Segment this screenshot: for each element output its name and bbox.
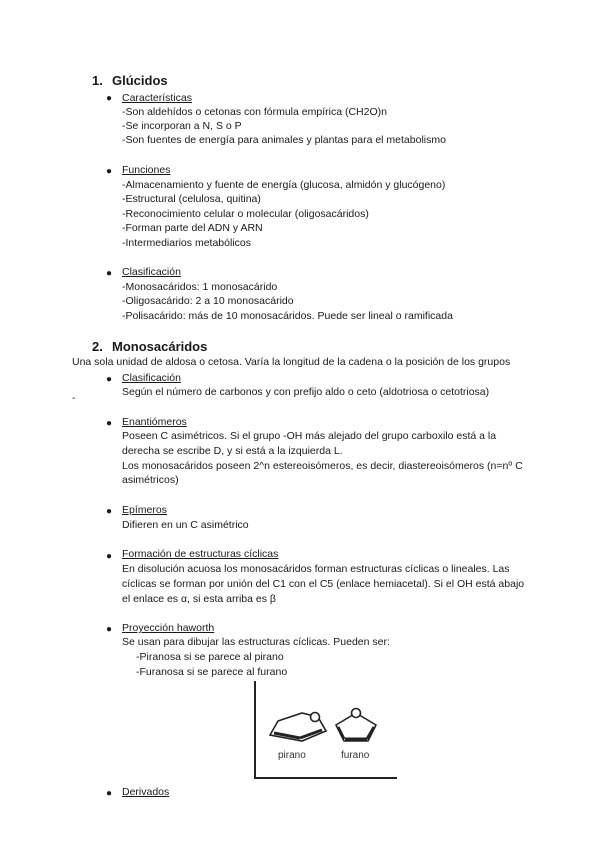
ring-diagram [256,681,397,777]
clasificacion-heading: Clasificación [122,266,181,278]
enantiomeros-line-2: derecha se escribe D, y si está a la izquierda L. [122,445,343,457]
section-1-title [92,73,168,88]
ciclicas-heading: Formación de estructuras cíclicas [122,548,279,560]
bullet-icon: ● [106,268,113,279]
epimeros-heading: Epímeros [122,504,167,516]
enantiomeros-line-3: Los monosacáridos poseen 2^n estereoisómeros, es decir, diastereoisómeros (n=nº C [122,460,523,472]
funciones-heading: Funciones [122,164,171,176]
clasificacion-line-1: -Monosacáridos: 1 monosacárido [122,281,278,293]
haworth-figure [254,681,397,779]
bullet-icon: ● [106,551,113,562]
section-title-text: Glúcidos [112,73,168,88]
furano-label: furano [341,750,370,761]
furano-ring-icon [336,709,376,742]
ciclicas-line-3: el enlace es α, si esta arriba es β [122,593,276,605]
bullet-icon: ● [106,166,113,177]
funciones-line-1: -Almacenamiento y fuente de energía (glucosa, almidón y glucógeno) [122,179,446,191]
bullet-icon: ● [106,506,113,517]
ciclicas-line-1: En disolución acuosa los monosacáridos forman estructuras cíclicas o lineales. Las [122,563,510,575]
enantiomeros-line-1: Poseen C asimétricos. Si el grupo -OH más alejado del grupo carboxilo está a la [122,430,497,442]
bullet-icon: ● [106,374,113,385]
section-number: 2. [92,339,103,354]
clasificacion-line-3: -Polisacárido: más de 10 monosacáridos. Puede ser lineal o ramificada [122,310,453,322]
stray-dash: - [72,392,76,404]
epimeros-line-1: Difieren en un C asimétrico [122,519,249,531]
bullet-icon: ● [106,624,113,635]
mono-clasificacion-line-1: Según el número de carbonos y con prefijo aldo o ceto (aldotriosa o cetotriosa) [122,386,490,398]
bullet-icon: ● [106,418,113,429]
pirano-ring-icon [270,713,326,742]
derivados-heading: Derivados [122,786,170,798]
bullet-icon: ● [106,93,113,104]
clasificacion-line-2: -Oligosacárido: 2 a 10 monosacárido [122,295,294,307]
bullet-icon: ● [106,788,113,799]
enantiomeros-line-4: asimétricos) [122,474,179,486]
mono-clasificacion-heading: Clasificación [122,372,181,384]
caracteristicas-line-2: -Se incorporan a N, S o P [122,120,242,132]
section-title-text: Monosacáridos [112,339,208,354]
funciones-line-4: -Forman parte del ADN y ARN [122,222,263,234]
haworth-line-1: Se usan para dibujar las estructuras cíclicas. Pueden ser: [122,636,390,648]
caracteristicas-line-1: -Son aldehídos o cetonas con fórmula empírica (CH2O)n [122,106,387,118]
section-2-title [92,339,207,354]
haworth-line-2: -Piranosa si se parece al pirano [136,651,284,663]
ciclicas-line-2: cíclicas se forman por unión del C1 con el C5 (enlace hemiacetal). Si el OH está abajo [122,578,525,590]
funciones-line-3: -Reconocimiento celular o molecular (oligosacáridos) [122,208,369,220]
funciones-line-5: -Intermediarios metabólicos [122,237,251,249]
section-number: 1. [92,73,103,88]
pirano-label: pirano [278,750,306,761]
haworth-line-3: -Furanosa si se parece al furano [136,666,288,678]
funciones-line-2: -Estructural (celulosa, quitina) [122,193,261,205]
caracteristicas-line-3: -Son fuentes de energía para animales y plantas para el metabolismo [122,134,446,146]
haworth-heading: Proyección haworth [122,622,215,634]
enantiomeros-heading: Enantiómeros [122,416,187,428]
monosacaridos-intro: Una sola unidad de aldosa o cetosa. Varía la longitud de la cadena o la posición de los grupos [72,356,511,368]
caracteristicas-heading: Características [122,92,193,104]
